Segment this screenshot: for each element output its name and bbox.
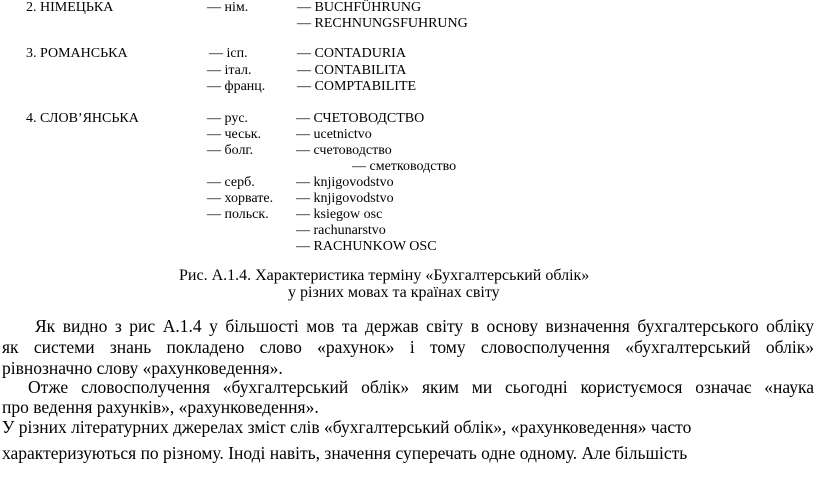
lang-label: — рус. — [207, 111, 249, 126]
lang-label: — болг. — [207, 143, 254, 158]
term: — счетоводство — [296, 143, 392, 158]
body-line: характеризуються по різному. Іноді навіть, значення суперечать одне одному. Але більшість — [2, 443, 688, 463]
figure-caption-line-1: Рис. А.1.4. Характеристика терміну «Бухгалтерський облік» — [179, 267, 590, 284]
term: — knjigovodstvo — [296, 175, 394, 190]
term: — ucetnictvo — [296, 127, 372, 142]
group-name-slavic: 4. СЛОВ’ЯНСЬКА — [26, 111, 139, 126]
lang-label: — чеськ. — [207, 127, 262, 142]
term: — BUCHFÜHRUNG — [297, 0, 422, 15]
body-line: Як видно з рис А.1.4 у більшості мов та держав світу в основу визначення бухгалтерського обліку — [35, 316, 814, 336]
term: — RECHNUNGSFUHRUNG — [297, 16, 468, 31]
lang-label: — польск. — [207, 207, 269, 222]
group-name-german: 2. НІМЕЦЬКА — [26, 0, 114, 15]
body-line: рівнозначно слову «рахунковедення». — [2, 358, 283, 378]
lang-label: — хорвате. — [207, 191, 274, 206]
lang-label: — італ. — [207, 63, 252, 78]
body-line: Отже словосполучення «бухгалтерський облік» яким ми сьогодні користуємося означає «наука — [28, 377, 814, 397]
term: — COMPTABILITE — [297, 79, 417, 94]
term: — rachunarstvo — [296, 223, 386, 238]
term: — knjigovodstvo — [296, 191, 394, 206]
body-line: У різних літературних джерелах зміст слів «бухгалтерський облік», «рахунковедення» часто — [2, 417, 692, 437]
term: — CONTABILITA — [297, 63, 407, 78]
lang-label: — франц. — [207, 79, 266, 94]
term: — CONTADURIA — [297, 46, 406, 61]
term: — ksiegow osc — [296, 207, 383, 222]
lang-label: — серб. — [207, 175, 255, 190]
lang-label: — ісп. — [209, 46, 248, 61]
term: — RACHUNKOW OSC — [296, 239, 437, 254]
figure-caption-line-2: у різних мовах та країнах світу — [288, 284, 500, 301]
term: — сметководство — [352, 159, 457, 174]
body-line: про ведення рахунків», «рахунковедення». — [2, 397, 319, 417]
term: — СЧЕТОВОДСТВО — [296, 111, 425, 126]
group-name-romance: 3. РОМАНСЬКА — [26, 46, 128, 61]
lang-label: — нім. — [207, 0, 249, 15]
body-line: як системи знань покладено слово «рахунок» і тому словосполучення «бухгалтерський облік» — [2, 337, 814, 357]
